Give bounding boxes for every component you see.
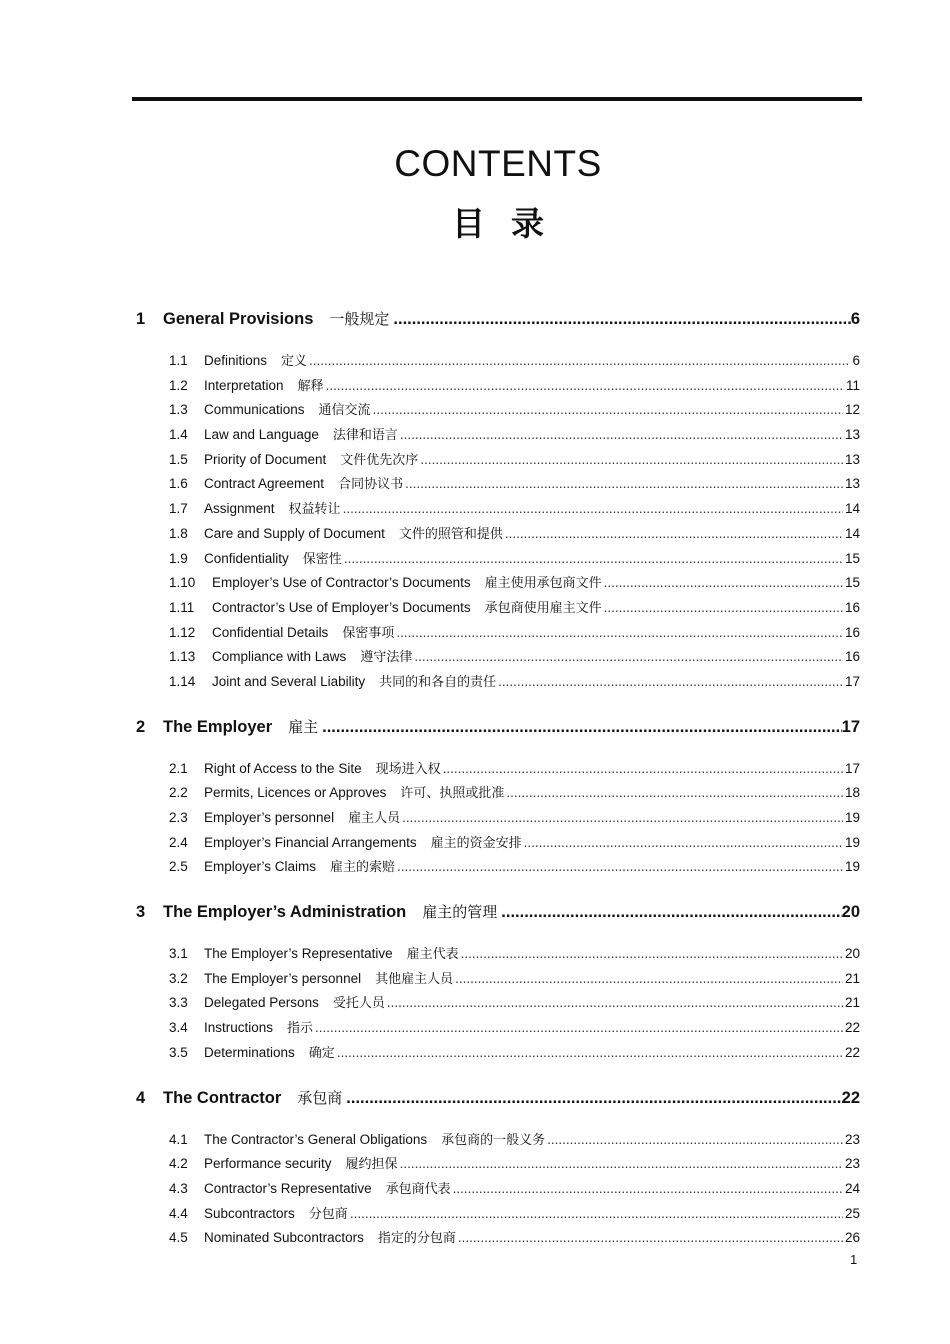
subsection-title: Performance security	[204, 1156, 332, 1172]
subsection-number: 3.5	[169, 1044, 188, 1060]
subsection-number: 4.5	[169, 1230, 188, 1246]
dot-leader	[506, 785, 843, 800]
subsection-number: 4.3	[169, 1180, 188, 1196]
subsection-number: 3.3	[169, 995, 188, 1011]
subsection-title: Nominated Subcontractors	[204, 1230, 364, 1246]
dot-leader	[373, 402, 843, 417]
table-of-contents	[136, 308, 860, 1272]
dot-leader	[315, 1020, 843, 1035]
subsection-page-number: 26	[844, 1230, 860, 1246]
subsection-title-cn: 雇主人员	[348, 811, 401, 826]
subsection-page-number: 19	[844, 859, 860, 875]
subsection-page-number: 15	[844, 575, 860, 591]
toc-subsection-entry[interactable]	[136, 992, 860, 1017]
toc-subsection-entry[interactable]	[136, 782, 860, 807]
toc-subsection-entry[interactable]	[136, 1129, 860, 1154]
dot-leader	[397, 859, 843, 874]
section-page-number: 22	[841, 1088, 860, 1107]
subsection-title: Contractor’s Representative	[204, 1180, 372, 1196]
subsection-title: Confidentiality	[204, 550, 289, 566]
section-title: The Employer	[163, 717, 273, 736]
subsection-page-number: 6	[852, 353, 860, 368]
subsection-page-number: 17	[844, 673, 860, 689]
subsection-title-cn: 履约担保	[345, 1157, 398, 1173]
subsection-number: 2.2	[169, 785, 188, 801]
subsection-page-number: 19	[844, 834, 860, 850]
dot-leader	[350, 1206, 843, 1221]
subsection-number: 4.1	[169, 1131, 188, 1147]
section-page-number: 6	[850, 310, 860, 328]
subsection-page-number: 19	[844, 810, 860, 825]
subsection-page-number: 18	[844, 785, 860, 801]
toc-subsection-entry[interactable]	[136, 758, 860, 783]
toc-subsection-list	[136, 758, 860, 881]
subsection-title-cn: 承包商代表	[385, 1181, 451, 1197]
dot-leader	[453, 1181, 843, 1196]
subsection-number: 1.2	[169, 377, 188, 393]
toc-subsection-list	[136, 350, 860, 696]
subsection-title-cn: 共同的和各自的责任	[379, 674, 497, 690]
toc-subsection-entry[interactable]	[136, 856, 860, 881]
toc-subsection-entry[interactable]	[136, 523, 860, 548]
subsection-title: Delegated Persons	[204, 995, 319, 1011]
subsection-number: 3.2	[169, 970, 188, 986]
toc-subsection-entry[interactable]	[136, 1203, 860, 1228]
dot-leader	[505, 526, 843, 541]
section-page-number: 20	[841, 903, 860, 922]
toc-subsection-entry[interactable]	[136, 1178, 860, 1203]
subsection-number: 2.3	[169, 810, 188, 825]
subsection-title-cn: 遵守法律	[360, 650, 413, 666]
subsection-number: 1.8	[169, 525, 188, 541]
dot-leader	[400, 1156, 843, 1171]
toc-subsection-entry[interactable]	[136, 832, 860, 857]
subsection-page-number: 16	[844, 599, 860, 615]
subsection-page-number: 13	[844, 427, 860, 443]
subsection-page-number: 23	[844, 1156, 860, 1172]
section-title: General Provisions	[163, 310, 314, 328]
subsection-title: Priority of Document	[204, 451, 327, 467]
dot-leader	[387, 995, 843, 1010]
subsection-number: 1.5	[169, 451, 188, 467]
dot-leader	[604, 575, 843, 590]
subsection-title: Care and Supply of Document	[204, 525, 385, 541]
subsection-title: Compliance with Laws	[212, 649, 347, 665]
section-title-cn: 一般规定	[329, 310, 390, 328]
subsection-number: 2.5	[169, 859, 188, 875]
subsection-title-cn: 确定	[308, 1045, 335, 1061]
subsection-title-cn: 文件的照管和提供	[398, 526, 503, 542]
dot-leader	[461, 946, 843, 961]
dot-leader	[458, 1230, 843, 1245]
toc-subsection-entry[interactable]	[136, 375, 860, 400]
subsection-title: The Employer’s personnel	[204, 970, 362, 986]
dot-leader	[337, 1045, 843, 1060]
dot-leader	[309, 353, 850, 368]
subsection-title-cn: 受托人员	[332, 996, 385, 1012]
dot-leader	[326, 378, 844, 393]
section-number: 3	[136, 903, 146, 922]
subsection-title-cn: 合同协议书	[338, 477, 404, 493]
subsection-number: 1.12	[169, 624, 196, 640]
subsection-title-cn: 通信交流	[318, 403, 371, 419]
toc-section-entry[interactable]	[136, 901, 860, 933]
header-rule	[132, 97, 862, 101]
subsection-title: Interpretation	[204, 377, 284, 393]
toc-section-entry[interactable]	[136, 308, 860, 340]
subsection-page-number: 25	[844, 1205, 860, 1221]
toc-subsection-entry[interactable]	[136, 807, 860, 832]
subsection-number: 4.4	[169, 1205, 188, 1221]
subsection-page-number: 11	[845, 377, 860, 393]
section-page-number: 17	[841, 717, 860, 736]
subsection-number: 1.3	[169, 402, 188, 418]
subsection-title: Assignment	[204, 501, 275, 517]
subsection-title-cn: 文件优先次序	[340, 452, 419, 468]
subsection-title-cn: 雇主的索赔	[330, 860, 396, 876]
subsection-number: 1.7	[169, 501, 188, 517]
subsection-title: Right of Access to the Site	[204, 760, 362, 776]
section-title-cn: 承包商	[297, 1088, 343, 1107]
subsection-page-number: 22	[844, 1044, 860, 1060]
subsection-number: 1.1	[169, 353, 188, 368]
dot-leader	[604, 600, 843, 615]
subsection-title-cn: 现场进入权	[375, 761, 441, 777]
subsection-title: Employer’s Use of Contractor’s Documents	[212, 575, 471, 591]
subsection-number: 1.14	[169, 673, 196, 689]
dot-leader	[524, 835, 843, 850]
toc-subsection-list	[136, 1129, 860, 1252]
dot-leader	[455, 971, 843, 986]
toc-subsection-list	[136, 943, 860, 1066]
section-title: The Employer’s Administration	[163, 903, 407, 922]
contents-title: CONTENTS	[394, 143, 602, 184]
subsection-page-number: 15	[844, 550, 860, 566]
dot-leader	[547, 1132, 843, 1147]
dot-leader	[402, 810, 843, 825]
subsection-number: 1.9	[169, 550, 188, 566]
subsection-title: Determinations	[204, 1044, 295, 1060]
subsection-number: 2.1	[169, 760, 188, 776]
subsection-title-cn: 雇主代表	[406, 947, 459, 963]
subsection-number: 1.6	[169, 476, 188, 492]
toc-subsection-entry[interactable]	[136, 473, 860, 498]
subsection-title: Communications	[204, 402, 305, 418]
subsection-page-number: 17	[844, 760, 860, 776]
subsection-page-number: 14	[844, 501, 860, 517]
section-number: 1	[136, 310, 146, 328]
subsection-page-number: 23	[844, 1131, 860, 1147]
subsection-title-cn: 承包商的一般义务	[441, 1132, 546, 1148]
section-title: The Contractor	[163, 1088, 282, 1107]
toc-section-entry[interactable]	[136, 716, 860, 748]
subsection-page-number: 13	[844, 476, 860, 492]
subsection-number: 1.4	[169, 427, 188, 443]
subsection-title: The Employer’s Representative	[204, 946, 393, 962]
subsection-title-cn: 定义	[281, 354, 308, 369]
subsection-title-cn: 分包商	[308, 1206, 348, 1222]
subsection-page-number: 16	[844, 624, 860, 640]
toc-subsection-entry[interactable]	[136, 1017, 860, 1042]
toc-subsection-entry[interactable]	[136, 943, 860, 968]
subsection-number: 1.10	[169, 575, 196, 591]
subsection-number: 3.4	[169, 1020, 188, 1036]
toc-subsection-entry[interactable]	[136, 572, 860, 597]
subsection-title-cn: 指示	[287, 1021, 314, 1037]
dot-leader	[343, 501, 843, 516]
subsection-page-number: 13	[844, 451, 860, 467]
subsection-title-cn: 雇主的资金安排	[430, 835, 522, 851]
subsection-page-number: 22	[844, 1020, 860, 1036]
subsection-page-number: 14	[844, 525, 860, 541]
subsection-page-number: 21	[844, 995, 860, 1011]
section-title-cn: 雇主	[288, 717, 319, 736]
subsection-title: The Contractor’s General Obligations	[204, 1131, 428, 1147]
dot-leader	[501, 903, 841, 922]
toc-subsection-entry[interactable]	[136, 399, 860, 424]
subsection-number: 3.1	[169, 946, 188, 962]
subsection-number: 1.13	[169, 649, 196, 665]
toc-subsection-entry[interactable]	[136, 498, 860, 523]
dot-leader	[498, 674, 843, 689]
subsection-title-cn: 法律和语言	[332, 428, 398, 444]
subsection-title: Employer’s Financial Arrangements	[204, 834, 417, 850]
toc-subsection-entry[interactable]	[136, 968, 860, 993]
subsection-title-cn: 雇主使用承包商文件	[484, 576, 602, 592]
toc-subsection-entry[interactable]	[136, 548, 860, 573]
toc-subsection-entry[interactable]	[136, 597, 860, 622]
dot-leader	[393, 310, 850, 329]
subsection-number: 2.4	[169, 834, 188, 850]
subsection-title: Permits, Licences or Approves	[204, 785, 387, 801]
subsection-title-cn: 其他雇主人员	[375, 971, 454, 987]
section-number: 2	[136, 717, 146, 736]
subsection-title-cn: 权益转让	[288, 502, 341, 518]
dot-leader	[420, 452, 843, 467]
subsection-page-number: 16	[844, 649, 860, 665]
dot-leader	[322, 718, 842, 737]
subsection-title: Joint and Several Liability	[212, 673, 366, 689]
section-number: 4	[136, 1088, 146, 1107]
toc-section-entry[interactable]	[136, 1087, 860, 1119]
toc-subsection-entry[interactable]	[136, 449, 860, 474]
dot-leader	[346, 1089, 841, 1108]
subsection-title: Instructions	[204, 1020, 274, 1036]
subsection-page-number: 21	[844, 970, 860, 986]
dot-leader	[396, 625, 843, 640]
toc-subsection-entry[interactable]	[136, 1153, 860, 1178]
dot-leader	[405, 476, 843, 491]
toc-subsection-entry[interactable]	[136, 671, 860, 696]
page-number: 1	[850, 1252, 858, 1267]
toc-subsection-entry[interactable]	[136, 1227, 860, 1252]
toc-subsection-entry[interactable]	[136, 1042, 860, 1067]
subsection-number: 4.2	[169, 1156, 188, 1172]
subsection-title: Subcontractors	[204, 1205, 295, 1221]
subsection-page-number: 20	[844, 946, 860, 962]
subsection-title: Law and Language	[204, 427, 319, 443]
subsection-title: Contractor’s Use of Employer’s Documents	[212, 599, 471, 615]
subsection-title-cn: 许可、执照或批准	[400, 786, 505, 802]
subsection-title: Employer’s Claims	[204, 859, 317, 875]
toc-subsection-entry[interactable]	[136, 622, 860, 647]
dot-leader	[414, 649, 843, 664]
section-title-cn: 雇主的管理	[422, 903, 498, 922]
subsection-page-number: 24	[844, 1180, 860, 1196]
subsection-title: Definitions	[204, 353, 268, 368]
subsection-number: 1.11	[169, 599, 195, 615]
subsection-title: Confidential Details	[212, 624, 329, 640]
subsection-title-cn: 承包商使用雇主文件	[484, 600, 602, 616]
subsection-title-cn: 保密事项	[342, 625, 395, 641]
dot-leader	[400, 427, 843, 442]
subsection-title-cn: 解释	[297, 378, 324, 394]
subsection-page-number: 12	[844, 402, 860, 418]
subsection-title: Employer’s personnel	[204, 810, 335, 825]
toc-subsection-entry[interactable]	[136, 646, 860, 671]
dot-leader	[443, 761, 843, 776]
toc-subsection-entry[interactable]	[136, 424, 860, 449]
contents-title-cn: 目录	[452, 204, 570, 243]
subsection-title-cn: 指定的分包商	[377, 1231, 456, 1247]
subsection-title: Contract Agreement	[204, 476, 325, 492]
subsection-title-cn: 保密性	[302, 551, 342, 567]
dot-leader	[344, 551, 843, 566]
toc-subsection-entry[interactable]	[136, 350, 860, 375]
